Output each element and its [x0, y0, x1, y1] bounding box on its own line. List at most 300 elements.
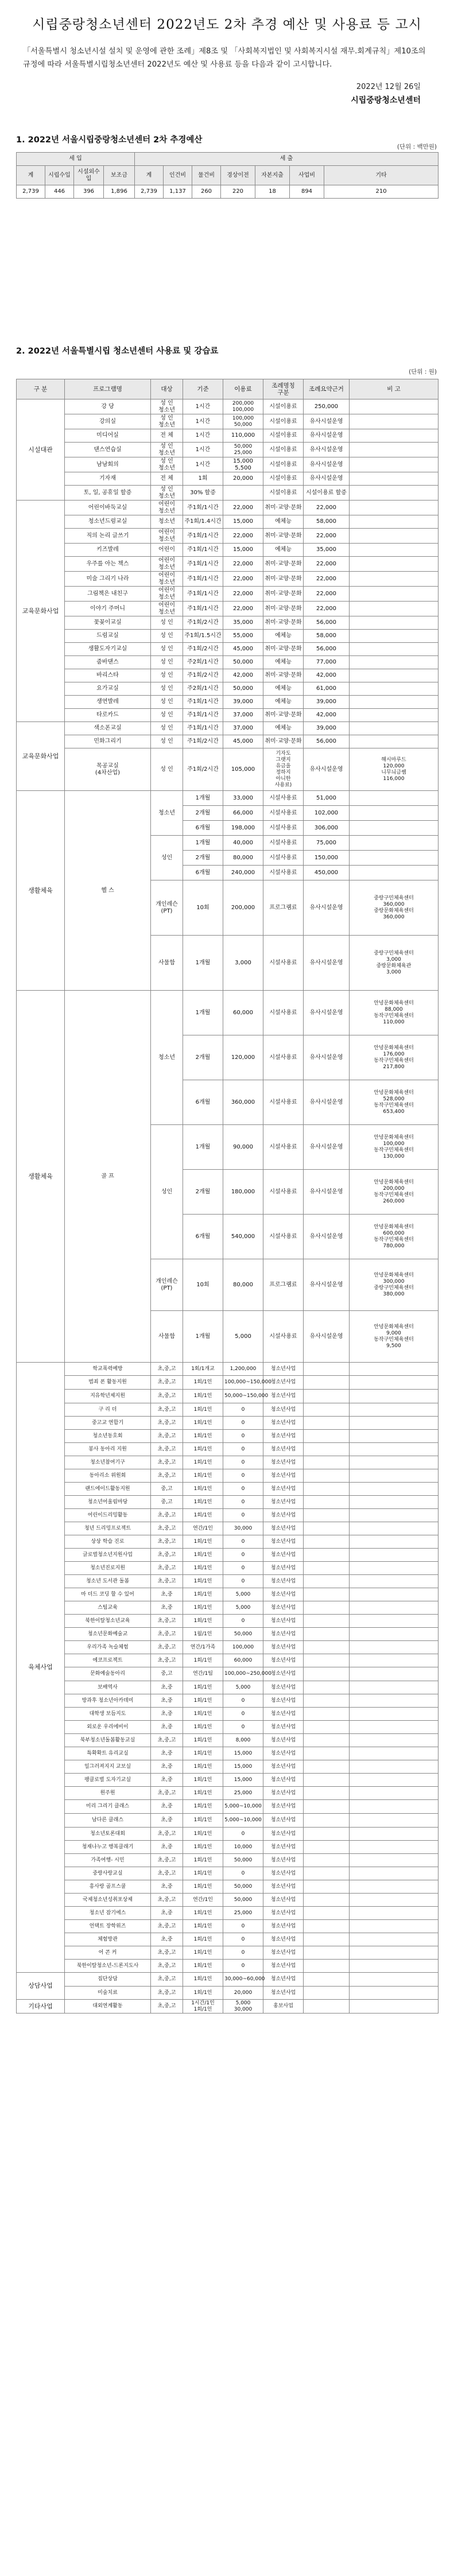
table-cell: 22,000	[223, 501, 263, 515]
table-cell: 청소년사업	[263, 1430, 304, 1443]
table-cell	[350, 1973, 439, 1987]
program-name: 원주원	[65, 1787, 151, 1800]
table-row	[17, 1601, 439, 1615]
table-cell	[350, 414, 439, 429]
table-cell: 15,000	[223, 1760, 263, 1774]
table-cell: 초,중,고	[151, 1960, 183, 1973]
table-row	[17, 1828, 439, 1841]
table-cell: 청소년사업	[263, 1588, 304, 1601]
table-row	[17, 1841, 439, 1854]
program-name: 일그러져지지 교보실	[65, 1760, 151, 1774]
table-cell: 50,000	[223, 682, 263, 696]
table-cell: 청소년사업	[263, 1960, 304, 1973]
table-cell	[350, 1575, 439, 1588]
table-cell: 22,000	[223, 529, 263, 544]
table-cell: 취미·교양·문화	[263, 572, 304, 587]
program-name: 글로벌청소년지원사업	[65, 1549, 151, 1562]
table-cell: 15,000	[223, 515, 263, 529]
table-row	[17, 616, 439, 630]
table-cell: 1월/1인	[183, 1628, 223, 1641]
table-cell: 청소년사업	[263, 1708, 304, 1721]
table-cell: 성 인 청소년	[151, 414, 183, 429]
table-cell	[350, 1867, 439, 1880]
table-cell: 청소년사업	[263, 1854, 304, 1867]
table-cell	[304, 1800, 350, 1814]
table-cell	[304, 1946, 350, 1960]
table-cell: 중랑구민체육센터 360,000 중랑문화체육센터 360,000	[350, 880, 439, 936]
table-cell: 1,200,000	[223, 1363, 263, 1376]
column-header: 조례요약근거	[304, 379, 350, 399]
table-cell: 청소년사업	[263, 1403, 304, 1417]
table-cell: 1회/1인	[183, 1920, 223, 1933]
table-row	[17, 709, 439, 722]
table-cell: 56,000	[304, 643, 350, 656]
program-name: 흥사랑 골프스쿨	[65, 1880, 151, 1894]
table-cell: 유사시설운영	[304, 936, 350, 991]
table-cell: 취미·교양·문화	[263, 587, 304, 602]
income-header: 시설외수입	[74, 166, 104, 185]
table-cell	[350, 1549, 439, 1562]
table-cell	[350, 1787, 439, 1800]
table-cell: 39,000	[304, 696, 350, 709]
income-label: 세 입	[17, 153, 135, 166]
table-cell	[350, 2000, 439, 2014]
table-cell: 초,중,고	[151, 1734, 183, 1747]
table-cell: 청소년사업	[263, 1469, 304, 1483]
table-cell: 성 인 청소년	[151, 443, 183, 457]
table-cell	[304, 1973, 350, 1987]
table-cell: 22,000	[223, 587, 263, 602]
table-cell: 35,000	[223, 616, 263, 630]
table-cell: 250,000	[304, 399, 350, 414]
table-cell: 1개월	[183, 936, 223, 991]
program-name: 어린이바둑교실	[65, 501, 151, 515]
table-cell: 주1회/2시간	[183, 616, 223, 630]
table-cell: 중,고	[151, 1667, 183, 1681]
target-label: 청소년	[151, 791, 183, 836]
table-row	[17, 515, 439, 529]
table-cell	[350, 1469, 439, 1483]
table-cell: 30% 할증	[183, 486, 223, 501]
table-cell: 취미·교양·문화	[263, 616, 304, 630]
table-cell: 유사시설운영	[304, 443, 350, 457]
group-label: 생활체육	[17, 991, 65, 1363]
table-cell	[304, 1430, 350, 1443]
program-name: 청소년토론대회	[65, 1828, 151, 1841]
table-cell: 5,000~10,000	[223, 1800, 263, 1814]
table-cell: 0	[223, 1615, 263, 1628]
table-cell: 시설사용료	[263, 836, 304, 851]
program-name: 요가교실	[65, 682, 151, 696]
table-cell: 0	[223, 1483, 263, 1496]
table-cell: 유사시설운영	[304, 748, 350, 791]
table-cell: 예체능	[263, 656, 304, 669]
table-cell: 1회/1인	[183, 1734, 223, 1747]
table-cell	[304, 1681, 350, 1694]
table-cell: 100,000~250,000	[223, 1667, 263, 1681]
table-cell	[350, 1907, 439, 1920]
group-label: 육체사업	[17, 1363, 65, 1973]
table-row	[17, 429, 439, 443]
table-cell: 유사시설운영	[304, 1080, 350, 1125]
table-cell: 15,000 5,500	[223, 457, 263, 472]
table-cell: 1회/1인	[183, 1960, 223, 1973]
table-cell: 초,중,고	[151, 1973, 183, 1987]
table-cell: 시설이용료	[263, 472, 304, 486]
table-cell	[350, 1774, 439, 1787]
expense-value: 260	[192, 185, 221, 199]
table-row	[17, 1509, 439, 1522]
table-cell: 1회/1인	[183, 1721, 223, 1734]
column-header: 프로그램명	[65, 379, 151, 399]
table-cell: 6개월	[183, 866, 223, 880]
table-cell: 청소년사업	[263, 1828, 304, 1841]
table-cell: 시설이용료	[263, 486, 304, 501]
program-name: 체험방관	[65, 1933, 151, 1946]
table-row	[17, 486, 439, 501]
table-cell: 프로그램료	[263, 1259, 304, 1311]
table-cell: 0	[223, 1509, 263, 1522]
program-name: 직의 논리 글쓰기	[65, 529, 151, 544]
table-cell: 청소년사업	[263, 1694, 304, 1708]
table-cell: 청소년사업	[263, 1814, 304, 1828]
program-name: 구 리 더	[65, 1403, 151, 1417]
table-cell: 시설이용료	[263, 429, 304, 443]
program-name: 청소년 잠기에스	[65, 1907, 151, 1920]
table-cell: 성 인	[151, 643, 183, 656]
table-cell: 1회/1인	[183, 1760, 223, 1774]
program-name: 중랑사랑교실	[65, 1867, 151, 1880]
table-cell: 50,000	[223, 1628, 263, 1641]
program-name: 미술 그리기 나라	[65, 572, 151, 587]
table-cell: 청소년사업	[263, 1615, 304, 1628]
table-row	[17, 457, 439, 472]
program-name: 중고교 연합기	[65, 1417, 151, 1430]
table-cell: 1시간	[183, 443, 223, 457]
table-cell: 청소년사업	[263, 1667, 304, 1681]
table-cell	[304, 1987, 350, 2000]
program-name: 어 콘 커	[65, 1946, 151, 1960]
table-cell: 전 체	[151, 429, 183, 443]
table-row	[17, 1562, 439, 1575]
table-cell	[350, 602, 439, 616]
table-cell: 198,000	[223, 821, 263, 836]
program-name: 댄스연습실	[65, 443, 151, 457]
table-row	[17, 1575, 439, 1588]
table-cell: 시설사용료	[263, 1035, 304, 1080]
table-cell: 1회/1인	[183, 1946, 223, 1960]
table-cell	[304, 1469, 350, 1483]
table-cell: 초,중,고	[151, 1549, 183, 1562]
program-name: 북한이탈청소년-드론지도사	[65, 1960, 151, 1973]
table-cell: 어린이	[151, 544, 183, 557]
table-cell: 1회/1인	[183, 1933, 223, 1946]
table-cell: 주1회/1시간	[183, 544, 223, 557]
table-row	[17, 602, 439, 616]
table-cell	[350, 443, 439, 457]
table-cell	[350, 1880, 439, 1894]
table-cell: 유사시설운영	[304, 1259, 350, 1311]
program-name: 목공교실 (4차산업)	[65, 748, 151, 791]
table-row	[17, 587, 439, 602]
table-cell: 6개월	[183, 1080, 223, 1125]
table-row	[17, 1880, 439, 1894]
table-cell: 1회/1인	[183, 1854, 223, 1867]
table-cell: 1시간/1인 1회/1인	[183, 2000, 223, 2014]
group-label: 교육문화사업	[17, 501, 65, 722]
table-cell: 유사시설운영	[304, 1215, 350, 1259]
table-cell: 주1회/1시간	[183, 696, 223, 709]
table-cell	[304, 1841, 350, 1854]
target-label: 개인레슨(PT)	[151, 1259, 183, 1311]
table-cell: 0	[223, 1430, 263, 1443]
table-cell: 취미·교양·문화	[263, 709, 304, 722]
income-header: 시립수입	[45, 166, 74, 185]
program-name: 이야기 주머니	[65, 602, 151, 616]
table-cell: 0	[223, 1708, 263, 1721]
table-cell: 1회/1인	[183, 1549, 223, 1562]
table-cell: 0	[223, 1867, 263, 1880]
program-name: 생연발레	[65, 696, 151, 709]
table-cell: 5,000	[223, 1681, 263, 1694]
table-cell: 청소년사업	[263, 1841, 304, 1854]
program-name: 토, 일, 공휴일 할증	[65, 486, 151, 501]
table-cell: 25,000	[223, 1787, 263, 1800]
table-cell: 30,000	[223, 1522, 263, 1535]
expense-value: 220	[221, 185, 255, 199]
table-cell: 예체능	[263, 544, 304, 557]
table-cell	[350, 1708, 439, 1721]
table-cell: 청소년사업	[263, 1496, 304, 1509]
expense-value: 210	[324, 185, 439, 199]
table-cell: 1회/1인	[183, 1376, 223, 1390]
table-cell: 450,000	[304, 866, 350, 880]
table-cell: 58,000	[304, 630, 350, 643]
table-cell: 1시간	[183, 399, 223, 414]
program-name: 줌바댄스	[65, 656, 151, 669]
table-cell: 안녕문화체육센터 600,000 동작구민체육센터 780,000	[350, 1215, 439, 1259]
table-cell	[350, 682, 439, 696]
table-cell: 청소년사업	[263, 1522, 304, 1535]
table-cell	[350, 1535, 439, 1549]
table-cell: 10회	[183, 880, 223, 936]
table-cell	[350, 1800, 439, 1814]
table-cell: 예체능	[263, 630, 304, 643]
table-cell: 중,고	[151, 1496, 183, 1509]
program-name: 미디어실	[65, 429, 151, 443]
table-cell: 시설사용료	[263, 851, 304, 866]
table-cell: 청소년사업	[263, 1774, 304, 1787]
table-cell: 주1회/1시간	[183, 529, 223, 544]
program-name: 특확확트 유리교실	[65, 1747, 151, 1760]
table-cell: 0	[223, 1575, 263, 1588]
table-cell: 시설사용료	[263, 866, 304, 880]
table-row	[17, 735, 439, 748]
table-cell	[304, 1562, 350, 1575]
table-cell: 5,000	[223, 1588, 263, 1601]
table-row	[17, 1496, 439, 1509]
table-cell: 58,000	[304, 515, 350, 529]
table-cell: 초,중,고	[151, 1443, 183, 1456]
table-row	[17, 1615, 439, 1628]
table-row	[17, 1933, 439, 1946]
table-cell: 5,000	[223, 1601, 263, 1615]
table-cell	[350, 1641, 439, 1654]
table-cell: 연간/1가족	[183, 1641, 223, 1654]
table-cell: 80,000	[223, 1259, 263, 1311]
table-cell: 전 체	[151, 472, 183, 486]
table-cell: 초,중	[151, 1681, 183, 1694]
table-cell: 안녕문화체육센터 88,000 동작구민체육센터 110,000	[350, 991, 439, 1035]
table-cell	[350, 1456, 439, 1469]
program-name: 상상 학습 진로	[65, 1535, 151, 1549]
program-name: 에코프로젝트	[65, 1654, 151, 1667]
table-cell: 22,000	[304, 572, 350, 587]
table-cell: 주2회/1시간	[183, 682, 223, 696]
table-row	[17, 379, 439, 399]
table-cell: 주1회/2시간	[183, 735, 223, 748]
table-cell	[350, 836, 439, 851]
table-cell: 초,중,고	[151, 1390, 183, 1403]
table-cell: 어린이 청소년	[151, 587, 183, 602]
table-row	[17, 1417, 439, 1430]
table-cell	[304, 1880, 350, 1894]
table-cell	[350, 572, 439, 587]
table-row	[17, 1867, 439, 1880]
table-row	[17, 414, 439, 429]
program-name: 강의실	[65, 414, 151, 429]
table-cell	[350, 1509, 439, 1522]
section-2-unit: (단위 : 원)	[409, 368, 437, 375]
table-cell: 초,중	[151, 1588, 183, 1601]
table-cell: 45,000	[223, 735, 263, 748]
program-name: 남남회의	[65, 457, 151, 472]
table-row	[17, 682, 439, 696]
table-cell: 초,중,고	[151, 1456, 183, 1469]
table-row	[17, 748, 439, 791]
table-cell: 42,000	[223, 669, 263, 682]
table-cell: 1개월	[183, 1125, 223, 1170]
table-cell: 성 인	[151, 656, 183, 669]
table-cell	[304, 1894, 350, 1907]
table-cell	[350, 851, 439, 866]
table-row	[17, 1363, 439, 1376]
table-cell: 시설사용료	[263, 1215, 304, 1259]
table-cell: 5,000	[223, 1311, 263, 1363]
table-cell: 6개월	[183, 821, 223, 836]
table-cell	[304, 1933, 350, 1946]
table-cell	[304, 1390, 350, 1403]
table-cell: 39,000	[304, 722, 350, 735]
table-cell: 청소년사업	[263, 1946, 304, 1960]
table-cell	[350, 1960, 439, 1973]
table-cell	[304, 1509, 350, 1522]
table-cell: 성 인	[151, 616, 183, 630]
table-cell: 1개월	[183, 1311, 223, 1363]
table-cell	[350, 1987, 439, 2000]
table-cell: 1회/1인	[183, 1907, 223, 1920]
table-cell: 1회/1인	[183, 1496, 223, 1509]
group-label: 상담사업	[17, 1973, 65, 2000]
table-cell: 42,000	[304, 709, 350, 722]
table-cell: 청소년사업	[263, 1509, 304, 1522]
table-cell: 취미·교양·문화	[263, 529, 304, 544]
table-cell	[350, 1920, 439, 1933]
expense-header: 사업비	[290, 166, 324, 185]
table-cell: 25,000	[223, 1907, 263, 1920]
table-row	[17, 1456, 439, 1469]
table-cell: 50,000	[223, 656, 263, 669]
table-row	[17, 1920, 439, 1933]
table-cell	[304, 1667, 350, 1681]
table-cell: 1회/1인	[183, 1417, 223, 1430]
table-row	[17, 1721, 439, 1734]
table-cell	[304, 1960, 350, 1973]
table-cell	[350, 656, 439, 669]
column-header: 비 고	[350, 379, 439, 399]
section-1-heading: 1. 2022년 서울시립중랑청소년센터 2차 추경예산	[16, 135, 203, 145]
table-cell: 10,000	[223, 1841, 263, 1854]
table-cell: 시설사용료	[263, 821, 304, 836]
table-cell: 45,000	[223, 643, 263, 656]
group-label: 교육문화사업	[17, 722, 65, 791]
program-name: 대외연계활동	[65, 2000, 151, 2014]
table-cell: 42,000	[304, 669, 350, 682]
table-cell	[350, 630, 439, 643]
program-name: 생활도자기교실	[65, 643, 151, 656]
table-cell	[304, 1443, 350, 1456]
table-cell: 연간/1인	[183, 1894, 223, 1907]
table-cell: 102,000	[304, 806, 350, 821]
table-cell	[304, 1734, 350, 1747]
section-2-heading: 2. 2022년 서울특별시립 청소년센터 사용료 및 강습료	[16, 347, 219, 356]
table-cell: 77,000	[304, 656, 350, 669]
table-cell	[350, 1667, 439, 1681]
table-cell: 청소년사업	[263, 1734, 304, 1747]
table-cell	[350, 669, 439, 682]
table-cell	[304, 1549, 350, 1562]
table-row	[17, 472, 439, 486]
table-row	[17, 1390, 439, 1403]
table-cell: 1시간	[183, 414, 223, 429]
table-cell	[350, 557, 439, 572]
table-cell	[350, 529, 439, 544]
table-cell	[304, 1601, 350, 1615]
table-cell: 유사시설운영	[304, 880, 350, 936]
table-cell	[304, 1403, 350, 1417]
table-cell: 초,중,고	[151, 1376, 183, 1390]
table-cell: 주1회/2시간	[183, 669, 223, 682]
table-cell	[350, 821, 439, 836]
expense-header: 경상이전	[221, 166, 255, 185]
column-header: 구 분	[17, 379, 65, 399]
table-cell: 100,000~150,000	[223, 1376, 263, 1390]
table-cell	[304, 2000, 350, 2014]
program-name: 강 당	[65, 399, 151, 414]
table-cell: 1회/1인	[183, 1575, 223, 1588]
table-row	[17, 399, 439, 414]
income-value: 446	[45, 185, 74, 199]
income-value: 2,739	[17, 185, 45, 199]
table-cell: 180,000	[223, 1170, 263, 1215]
table-cell: 1회/1인	[183, 1774, 223, 1787]
table-cell: 시설사용료	[263, 1170, 304, 1215]
table-cell	[350, 1588, 439, 1601]
table-cell: 0	[223, 1496, 263, 1509]
table-cell: 주1회/2시간	[183, 748, 223, 791]
table-cell: 100,000	[223, 1641, 263, 1654]
table-cell: 안녕문화체육센터 176,000 동작구민체육센터 217,800	[350, 1035, 439, 1080]
